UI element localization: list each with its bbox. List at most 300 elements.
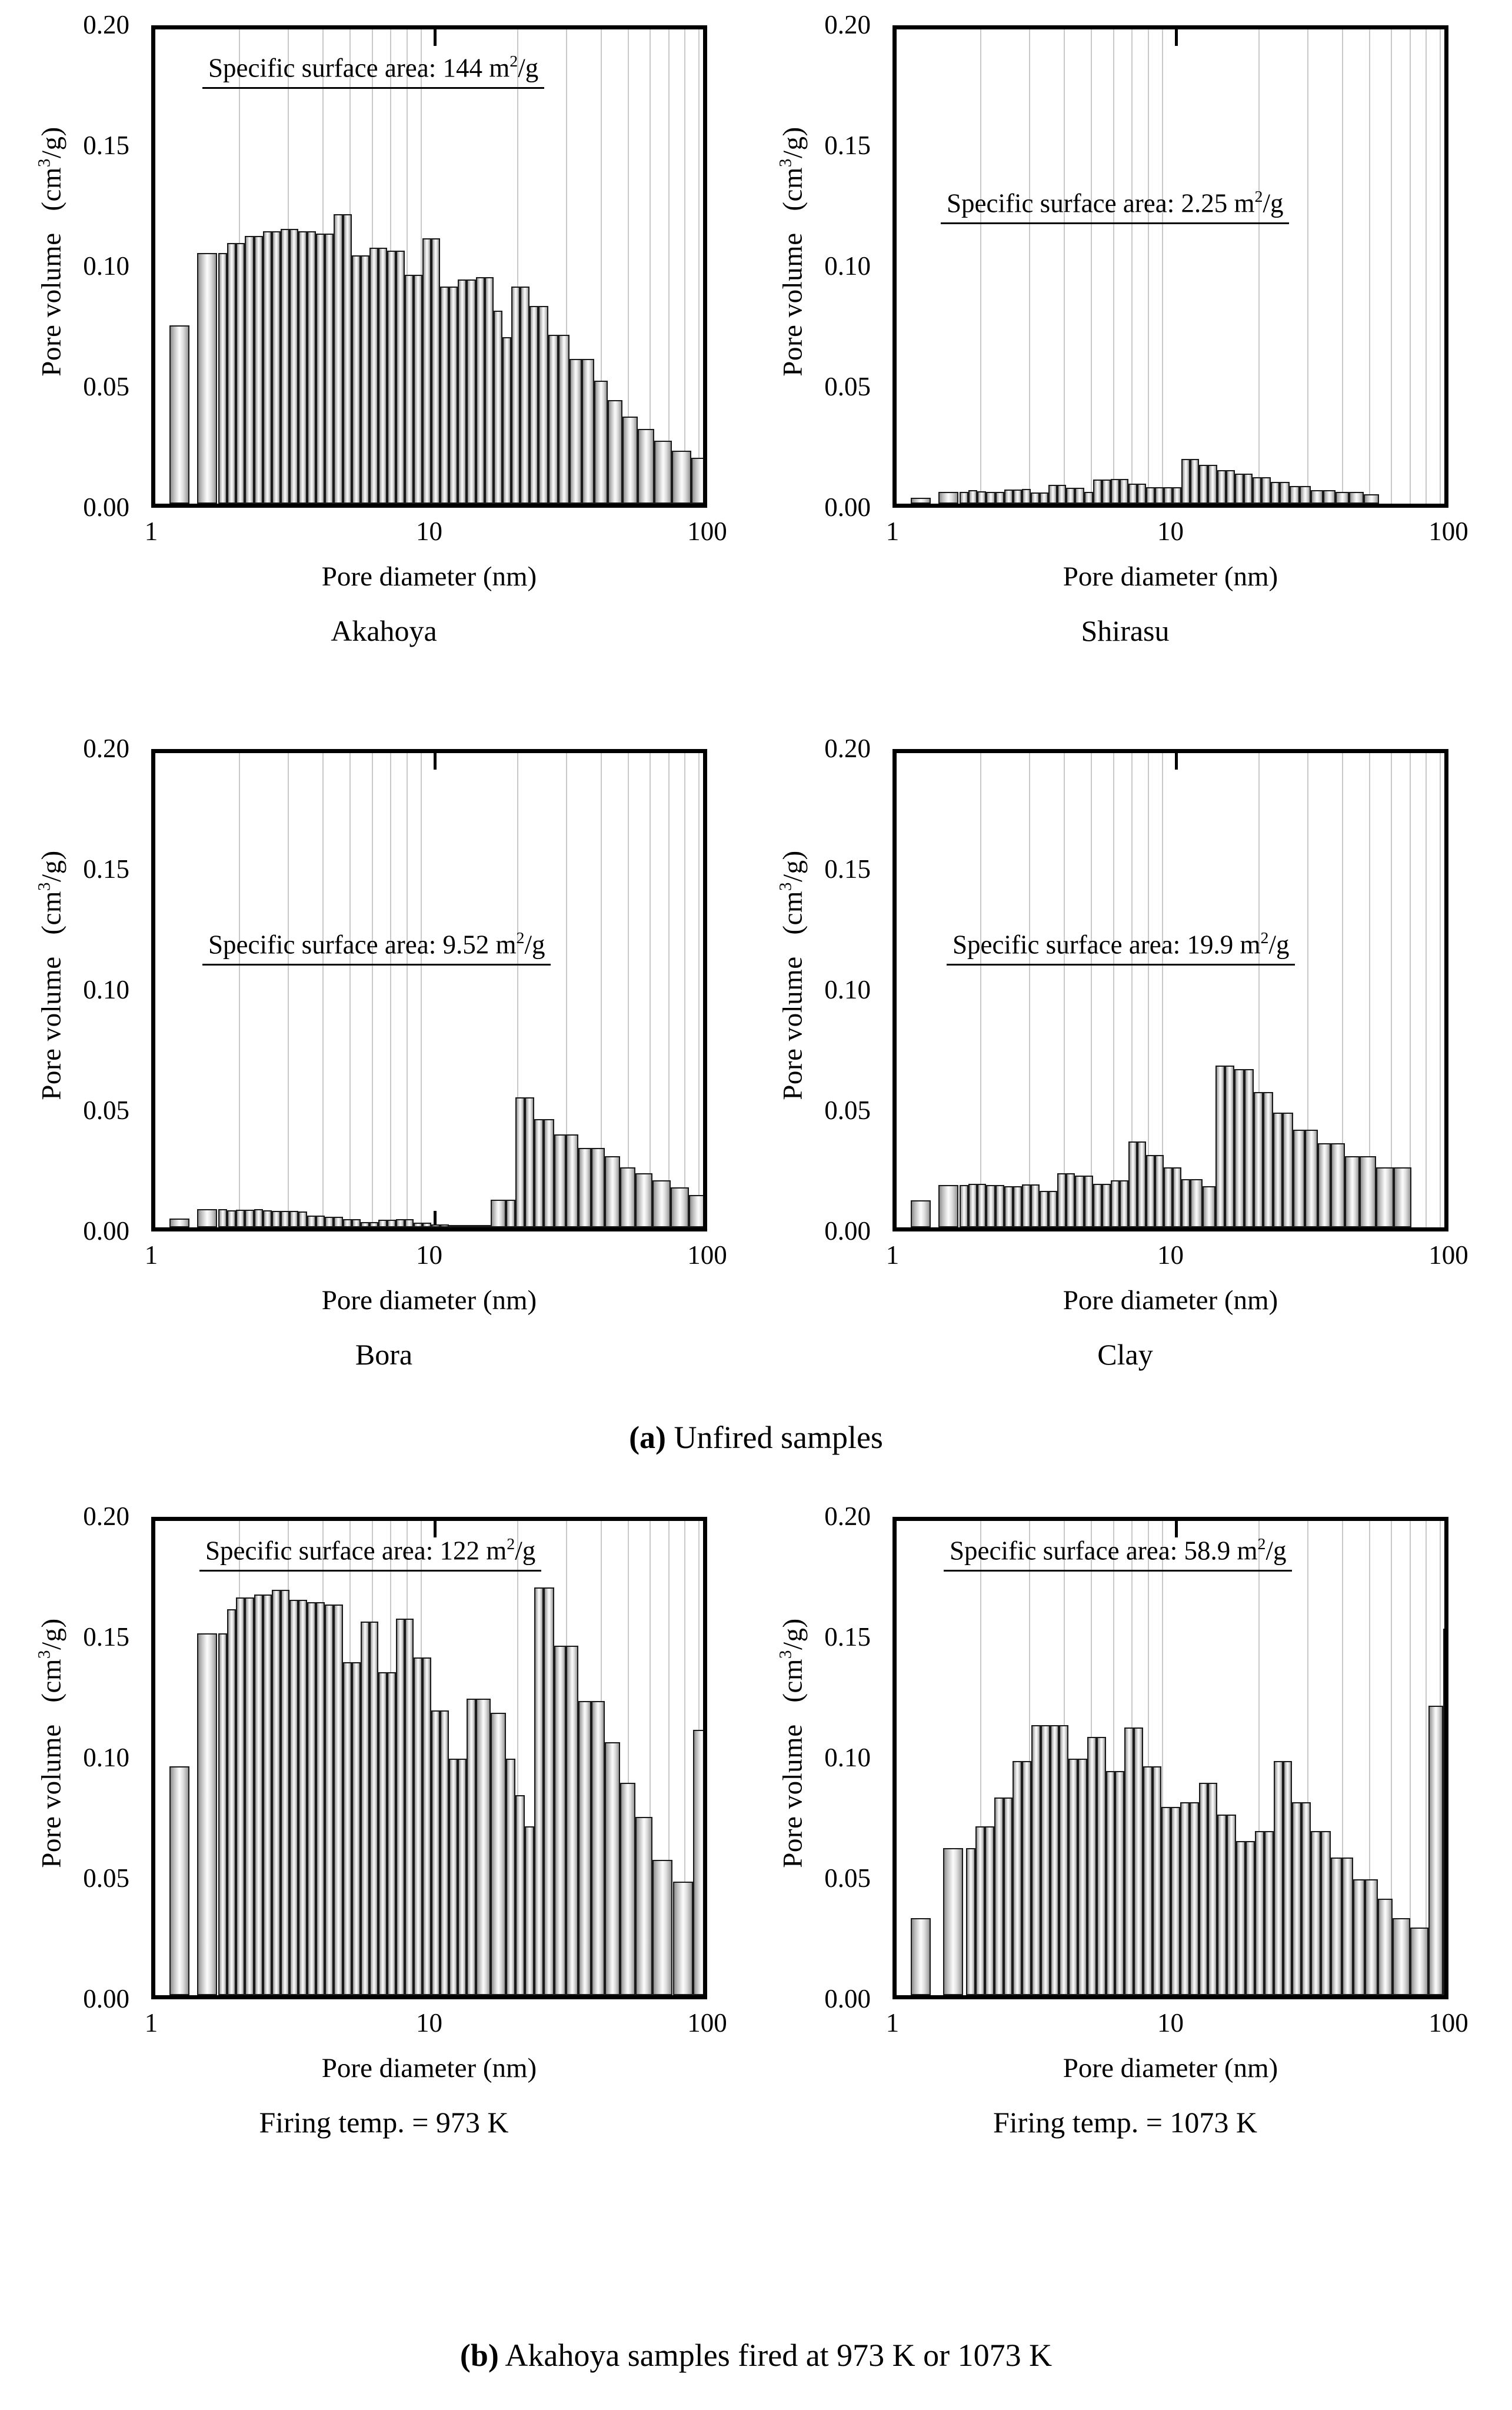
x-major-tick <box>434 29 437 46</box>
y-tick-label: 0.10 <box>824 975 871 1004</box>
bar <box>491 1200 506 1227</box>
bar <box>325 234 334 504</box>
bar <box>1301 1802 1311 1995</box>
bar <box>1254 1092 1263 1227</box>
bar <box>994 1797 1004 1995</box>
gridline <box>1258 29 1260 504</box>
bar <box>1394 1167 1411 1228</box>
bar <box>361 1622 369 1996</box>
bar <box>1203 1186 1215 1227</box>
bar <box>566 1134 578 1227</box>
bar <box>1031 1725 1041 1995</box>
bar <box>1226 470 1235 504</box>
bar <box>995 1185 1004 1227</box>
bar <box>911 1918 931 1995</box>
gridline <box>1391 753 1392 1227</box>
bar <box>1280 482 1289 504</box>
bar <box>1393 1918 1410 1995</box>
bar <box>544 1119 554 1228</box>
bar <box>1311 1831 1321 1995</box>
bar <box>325 1605 334 1995</box>
x-tick-label: 100 <box>1428 2008 1468 2038</box>
bar <box>440 287 449 504</box>
bar <box>1146 487 1155 504</box>
bar <box>197 1633 217 1995</box>
y-tick-label: 0.10 <box>83 1743 129 1772</box>
y-tick-label: 0.20 <box>824 10 871 39</box>
plot-area-clay <box>892 749 1448 1231</box>
bar <box>1153 1766 1162 1996</box>
bar <box>458 1759 467 1995</box>
section-caption-prefix: (b) <box>459 2338 499 2373</box>
y-tick-label: 0.15 <box>824 1622 871 1652</box>
panel-caption-clay: Clay <box>1097 1338 1153 1371</box>
section-caption-text: Akahoya samples fired at 973 K or 1073 K <box>498 2338 1053 2373</box>
gridline <box>1091 29 1092 504</box>
y-tick-label: 0.15 <box>83 131 129 160</box>
y-tick-label: 0.10 <box>824 251 871 281</box>
bar <box>1093 1184 1102 1227</box>
bar <box>1244 474 1253 504</box>
bar <box>654 441 672 504</box>
bar <box>1040 492 1048 504</box>
bar <box>1331 1858 1342 1995</box>
bar <box>1264 1831 1274 1995</box>
bar <box>298 231 307 504</box>
bar <box>405 275 414 504</box>
bar <box>1137 1141 1146 1227</box>
x-tick-label: 100 <box>687 517 727 546</box>
bar <box>977 491 986 504</box>
bar <box>289 1211 298 1227</box>
bar <box>227 243 236 504</box>
bar <box>414 275 422 504</box>
bar <box>570 359 581 504</box>
gridline <box>1064 753 1065 1227</box>
bar <box>334 1605 342 1995</box>
bar <box>1199 465 1208 504</box>
bar <box>1097 1737 1106 1995</box>
y-tick-labels <box>35 724 129 1246</box>
bar <box>491 1713 506 1995</box>
bar <box>1093 480 1102 504</box>
y-axis-label-text: Pore volume <box>36 1724 67 1868</box>
bar <box>1068 1759 1078 1995</box>
y-tick-labels <box>35 1492 129 2013</box>
y-tick-label: 0.20 <box>824 734 871 763</box>
bar <box>316 1216 325 1228</box>
bar <box>289 229 298 504</box>
bar <box>620 1783 636 1995</box>
bar <box>396 251 405 504</box>
bar <box>281 1211 289 1227</box>
bar <box>911 498 931 504</box>
x-tick-label: 10 <box>416 1240 442 1270</box>
bar <box>966 1848 976 1995</box>
gridline <box>322 753 324 1227</box>
bar <box>1066 1173 1075 1227</box>
bar <box>1331 1143 1345 1228</box>
section-caption-prefix: (a) <box>629 1420 667 1455</box>
bar <box>254 1209 263 1227</box>
bar <box>334 1217 342 1227</box>
bar <box>476 1225 491 1227</box>
bar <box>591 1148 605 1227</box>
bar <box>1057 485 1066 504</box>
gridline <box>1410 29 1411 504</box>
y-tick-labels <box>776 724 871 1246</box>
bar <box>1360 1156 1376 1227</box>
bar <box>1173 487 1181 504</box>
bar <box>405 1219 414 1227</box>
gridline <box>980 29 981 504</box>
bar <box>422 238 431 504</box>
bar <box>1013 1186 1022 1227</box>
x-tick-label: 10 <box>416 2008 442 2038</box>
bar <box>1217 470 1226 504</box>
bar <box>352 1219 361 1227</box>
y-tick-label: 0.00 <box>83 492 129 522</box>
bar <box>566 1646 578 1996</box>
bar <box>985 1826 994 1995</box>
bar <box>1253 477 1261 504</box>
bar <box>1124 1727 1134 1995</box>
bar <box>1120 1180 1128 1227</box>
bar <box>245 1210 254 1227</box>
bar <box>405 1619 414 1995</box>
bar <box>673 1882 693 1995</box>
bar <box>254 236 263 504</box>
bar <box>1031 1184 1040 1227</box>
bar <box>1283 1761 1293 1995</box>
bar <box>387 1220 396 1227</box>
y-tick-label: 0.15 <box>83 1622 129 1652</box>
bar <box>396 1619 405 1995</box>
bar <box>1031 492 1040 504</box>
bar <box>334 214 342 504</box>
bar <box>1075 1176 1084 1227</box>
x-axis-label: Pore diameter (nm) <box>321 2053 537 2083</box>
bar <box>1190 459 1199 504</box>
y-tick-label: 0.10 <box>83 975 129 1004</box>
bar <box>1345 1156 1360 1227</box>
bar <box>622 417 638 504</box>
y-tick-label: 0.05 <box>824 1096 871 1125</box>
bar <box>467 1225 476 1227</box>
bar <box>1323 490 1336 504</box>
x-axis-label: Pore diameter (nm) <box>321 561 537 592</box>
bar <box>1137 484 1146 504</box>
bar <box>281 229 289 504</box>
specific-surface-area-annotation: Specific surface area: 9.52 $m^2/g$ <box>202 930 551 966</box>
gridline <box>372 753 373 1227</box>
gridline <box>1410 753 1411 1227</box>
bar <box>520 287 529 504</box>
bar <box>515 1097 525 1227</box>
bar <box>352 255 361 504</box>
gridline <box>684 753 685 1227</box>
plot-area-fired973 <box>151 1517 707 1999</box>
bar <box>1111 1180 1120 1227</box>
bar <box>281 1590 289 1995</box>
gridline <box>1426 29 1427 504</box>
gridline <box>1029 753 1030 1227</box>
bar <box>316 1602 325 1995</box>
bar <box>548 335 559 504</box>
bar <box>1155 487 1164 504</box>
bar <box>440 1710 449 1995</box>
bar <box>449 1225 458 1227</box>
y-tick-label: 0.20 <box>824 1502 871 1531</box>
bar <box>1245 1841 1255 1995</box>
bar <box>1190 1802 1199 1995</box>
chart-panel-fired973 <box>21 1492 747 2156</box>
y-axis-units: $(cm^3/g)$ <box>35 1618 67 1703</box>
bar <box>1342 1858 1354 1995</box>
bar <box>218 1209 227 1227</box>
bar <box>1004 1186 1013 1227</box>
plot-area-akahoya <box>151 25 707 508</box>
gridline <box>1440 753 1441 1227</box>
x-tick-label: 1 <box>885 2008 900 2038</box>
bar <box>298 1211 307 1227</box>
bar <box>515 1795 525 1995</box>
bar <box>343 1662 352 1995</box>
bar <box>671 1187 690 1227</box>
bar <box>1004 490 1013 504</box>
bar <box>1106 1771 1115 1995</box>
x-tick-label: 100 <box>687 1240 727 1270</box>
bar <box>1143 1766 1153 1996</box>
bar <box>605 1156 620 1227</box>
y-tick-label: 0.15 <box>83 854 129 884</box>
y-axis-label-text: Pore volume <box>777 956 808 1100</box>
bar <box>1115 1771 1124 1995</box>
y-axis-units: $(cm^3/g)$ <box>776 127 808 211</box>
bar <box>1022 1761 1031 1995</box>
y-axis-units: $(cm^3/g)$ <box>776 850 808 935</box>
specific-surface-area-annotation: Specific surface area: 2.25 $m^2/g$ <box>941 188 1289 224</box>
bar <box>1353 1879 1365 1995</box>
bar <box>938 1185 958 1227</box>
x-tick-label: 1 <box>144 2008 158 2038</box>
bar <box>1013 490 1022 504</box>
y-tick-label: 0.15 <box>824 131 871 160</box>
bar <box>1146 1155 1155 1227</box>
gridline <box>421 753 422 1227</box>
chart-panel-fired1073 <box>762 1492 1488 2156</box>
bar <box>431 1710 440 1995</box>
bar <box>635 1173 652 1227</box>
bar <box>1128 1141 1137 1227</box>
bar <box>476 277 485 504</box>
bar <box>534 1587 544 1995</box>
bar <box>525 1826 534 1995</box>
bar <box>169 1766 189 1996</box>
bar <box>672 451 691 504</box>
bar <box>361 1222 369 1227</box>
y-tick-label: 0.05 <box>83 1096 129 1125</box>
x-axis-label: Pore diameter (nm) <box>1063 561 1278 592</box>
bar <box>307 1216 316 1228</box>
bar <box>352 1662 361 1995</box>
bar <box>169 325 189 504</box>
bar <box>525 1097 534 1227</box>
gridline <box>288 753 289 1227</box>
bar <box>582 359 594 504</box>
bar <box>1057 1173 1066 1227</box>
bar <box>691 458 707 504</box>
gridline <box>1131 29 1133 504</box>
plot-area-bora <box>151 749 707 1231</box>
x-major-tick <box>434 753 437 770</box>
bar <box>227 1210 236 1227</box>
bar <box>1443 1629 1448 1995</box>
bar <box>977 1184 986 1227</box>
bar <box>554 1134 566 1227</box>
bar <box>307 231 316 504</box>
bar <box>378 1672 387 1995</box>
bar <box>1048 485 1057 504</box>
bar <box>307 1602 316 1995</box>
bar <box>1311 490 1323 504</box>
bar <box>1225 1066 1234 1227</box>
chart-panel-clay <box>762 724 1488 1389</box>
gridline <box>1064 29 1065 504</box>
bar <box>1066 488 1075 504</box>
bar <box>1059 1725 1068 1995</box>
gridline <box>698 29 700 504</box>
chart-panel-bora <box>21 724 747 1389</box>
y-tick-label: 0.10 <box>83 251 129 281</box>
bar <box>169 1219 189 1227</box>
y-tick-label: 0.00 <box>824 1216 871 1246</box>
y-tick-label: 0.20 <box>83 734 129 763</box>
bar <box>263 231 272 504</box>
bar <box>272 1590 281 1995</box>
y-tick-labels <box>776 1492 871 2013</box>
gridline <box>1391 29 1392 504</box>
bar <box>1128 484 1137 504</box>
bar <box>1305 1130 1317 1227</box>
specific-surface-area-annotation: Specific surface area: 58.9 $m^2/g$ <box>944 1536 1292 1572</box>
bar <box>1244 1069 1254 1227</box>
bar <box>236 243 245 504</box>
bar <box>396 1219 405 1227</box>
gridline <box>698 753 700 1227</box>
bar <box>911 1200 931 1227</box>
bar <box>506 1200 515 1227</box>
panel-caption-shirasu: Shirasu <box>1081 614 1170 647</box>
bar <box>197 253 217 504</box>
bar <box>263 1210 272 1227</box>
bar <box>594 381 608 504</box>
bar <box>1075 488 1084 504</box>
bar <box>620 1167 636 1228</box>
y-tick-label: 0.10 <box>824 1743 871 1772</box>
y-axis-label-text: Pore volume <box>777 232 808 377</box>
bar <box>1084 492 1093 504</box>
bar <box>1022 1184 1031 1227</box>
bar <box>608 400 622 504</box>
bar <box>1293 1130 1305 1227</box>
bar <box>369 248 378 504</box>
bar <box>1364 494 1379 504</box>
x-tick-label: 10 <box>1157 517 1184 546</box>
bar <box>534 1119 544 1228</box>
bar <box>467 279 476 504</box>
y-tick-label: 0.00 <box>83 1984 129 2013</box>
chart-panel-akahoya <box>21 0 747 665</box>
gridline <box>349 753 351 1227</box>
bar <box>1050 1725 1060 1995</box>
bar <box>1263 1092 1273 1227</box>
bar <box>689 1195 707 1227</box>
bar <box>1271 482 1280 504</box>
section-caption-a <box>0 1419 1512 1456</box>
bar <box>245 236 254 504</box>
gridline <box>1113 753 1114 1227</box>
gridline <box>1091 753 1092 1227</box>
bar <box>554 1646 566 1996</box>
specific-surface-area-annotation: Specific surface area: 19.9 $m^2/g$ <box>947 930 1295 966</box>
y-tick-label: 0.20 <box>83 1502 129 1531</box>
gridline <box>1369 29 1370 504</box>
bar <box>218 1633 227 1995</box>
bar <box>1180 1802 1190 1995</box>
gridline <box>650 753 651 1227</box>
bar <box>343 1219 352 1227</box>
y-tick-label: 0.05 <box>83 372 129 401</box>
bar <box>218 253 227 504</box>
x-major-tick <box>1175 29 1178 46</box>
bar <box>578 1148 591 1227</box>
gridline <box>980 753 981 1227</box>
bar <box>1102 1184 1111 1227</box>
y-tick-label: 0.05 <box>824 1863 871 1893</box>
bar <box>960 1185 968 1227</box>
gridline <box>1426 1521 1427 1995</box>
bar <box>431 238 440 504</box>
gridline <box>1307 29 1308 504</box>
bar <box>1190 1179 1203 1227</box>
x-tick-label: 10 <box>1157 2008 1184 2038</box>
gridline <box>239 753 240 1227</box>
x-axis-label: Pore diameter (nm) <box>1063 2053 1278 2083</box>
bar <box>1208 465 1217 504</box>
bar <box>1199 1783 1208 1995</box>
y-tick-label: 0.20 <box>83 10 129 39</box>
bar <box>986 1185 995 1227</box>
bar <box>693 1730 707 1995</box>
gridline <box>668 29 670 504</box>
gridline <box>1426 753 1427 1227</box>
y-tick-label: 0.00 <box>824 1984 871 2013</box>
gridline <box>1113 29 1114 504</box>
bar <box>638 429 654 504</box>
specific-surface-area-annotation: Specific surface area: 144 $m^2/g$ <box>202 53 544 89</box>
y-tick-label: 0.00 <box>824 492 871 522</box>
bar <box>467 1699 476 1995</box>
y-axis-label-text: Pore volume <box>36 232 67 377</box>
gridline <box>1342 29 1343 504</box>
section-caption-text: Unfired samples <box>666 1420 883 1455</box>
bar <box>1410 1928 1428 1995</box>
panel-caption-fired1073: Firing temp. = 1073 K <box>993 2106 1258 2139</box>
bar <box>316 234 325 504</box>
y-axis-label-text: Pore volume <box>777 1724 808 1868</box>
bar <box>943 1848 963 1995</box>
